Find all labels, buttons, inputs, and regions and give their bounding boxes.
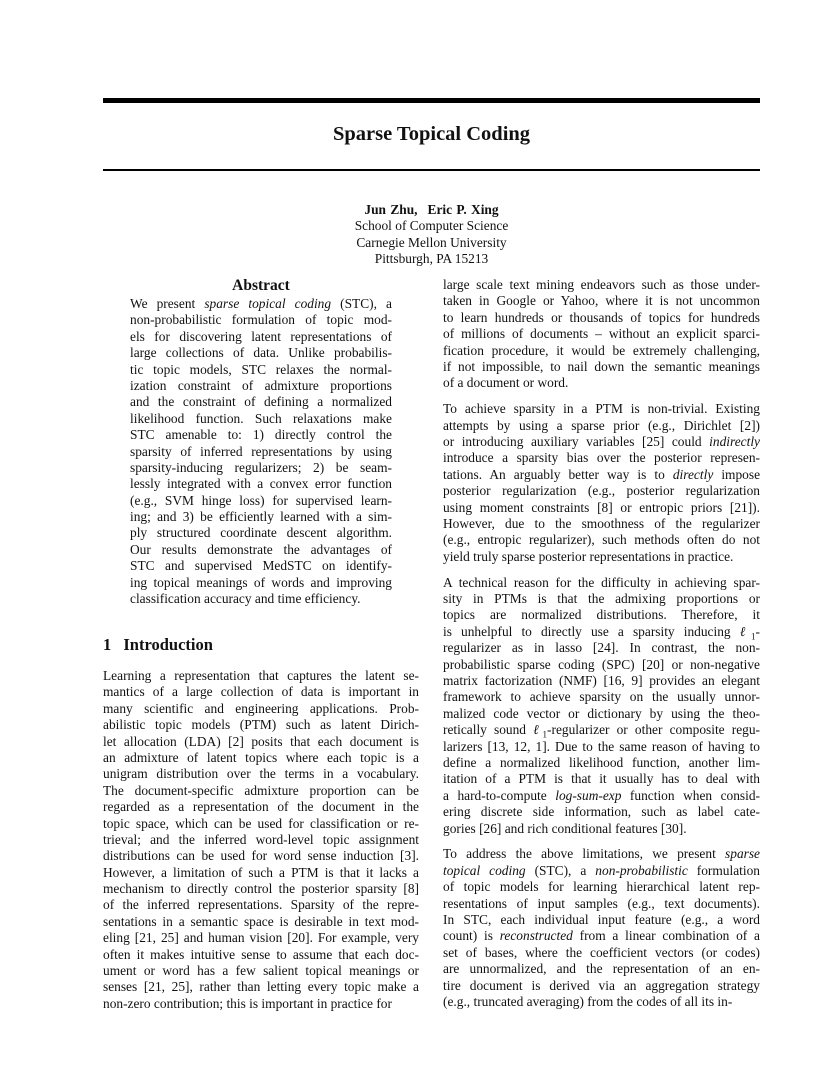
paragraph-gap: [443, 837, 760, 847]
text-line: Our results demonstrate the advantages of: [130, 541, 392, 557]
text-line: of the inferred representations. Sparsity of the repre-: [103, 897, 419, 913]
paragraph: [443, 575, 760, 837]
text-line: a hard-to-compute log-sum-exp function when consid-: [443, 787, 761, 803]
text-line: trieval; and the inferred word-level topic assignment: [103, 831, 419, 847]
text-line: tations. An arguably better way is to directly impose: [443, 466, 761, 482]
author-block: [103, 202, 760, 268]
text-line: itation of a PTM is that it usually has to deal with: [443, 771, 760, 787]
right-column: [443, 277, 760, 1010]
paragraph-gap: [443, 392, 760, 402]
text-line: to learn hundreds or thousands of topics for hundreds: [443, 309, 760, 325]
text-line: distributions can be used for word sense induction [3].: [103, 848, 419, 864]
text-line: probabilistic sparse coding (SPC) [20] or non-negative: [443, 656, 760, 672]
text-line: (e.g., truncated averaging) from the codes of all its in-: [443, 993, 733, 1009]
title-rule-bottom: [103, 169, 760, 171]
text-line: topic space, which can be used for classification or re-: [103, 815, 419, 831]
text-line: count) is reconstructed from a linear combination of a: [443, 928, 760, 944]
text-line: mantics of a large collection of data is important in: [103, 684, 419, 700]
text-line: fication procedure, it would be extremely challenging,: [443, 342, 760, 358]
text-line: non-probabilistic formulation of topic mod-: [130, 312, 392, 328]
abstract-heading: Abstract: [232, 277, 290, 294]
paragraph: [443, 846, 760, 1010]
text-line: eling [21, 25] and human vision [20]. For example, very: [103, 930, 419, 946]
text-line: sentations in a semantic space is desirable in text mod-: [103, 913, 419, 929]
text-line: lessly integrated with a convex error function: [130, 476, 392, 492]
text-line: larizers [13, 12, 1]. Due to the same reason of having to: [443, 738, 760, 754]
text-line: are unnormalized, and the representation of an en-: [443, 961, 760, 977]
text-line: posterior regularization (e.g., posterior regularization: [443, 483, 760, 499]
text-line: els for discovering latent representations of: [130, 328, 392, 344]
text-line: of topic models for learning hierarchical latent rep-: [443, 879, 760, 895]
text-line: STC and supervised MedSTC on identify-: [130, 558, 392, 574]
text-line: sparsity-inducing regularizers; 2) be seam-: [130, 459, 392, 475]
text-line: attempts by using a sparse prior (e.g., Dirichlet [2]): [443, 417, 760, 433]
abstract-section: [130, 277, 392, 607]
text-line: ing; and 3) be efficiently learned with a sim-: [130, 509, 392, 525]
text-line: of a document or word.: [443, 375, 569, 391]
text-line: tire document is derived via an aggregation strategy: [443, 977, 760, 993]
text-line: However, a limitation of such a PTM is that it lacks a: [103, 864, 419, 880]
text-line: topical coding (STC), a non-probabilistic formulation: [443, 862, 760, 878]
text-line: retically sound ℓ$_1$-regularizer or other composite regu-: [443, 722, 761, 740]
text-line: or introducing auxiliary variables [25] could indirectly: [443, 434, 760, 450]
text-line: gories [26] and rich conditional features [30].: [443, 820, 687, 836]
text-line: an admixture of latent topics where each topic is a: [103, 749, 419, 765]
text-line: sity in PTMs is that the admixing proportions or: [443, 591, 760, 607]
introduction-section: [103, 635, 419, 1012]
text-line: The document-specific admixture proportion can be: [103, 782, 419, 798]
text-line: topics are normalized distributions. Therefore, it: [443, 607, 760, 623]
text-line: non-zero contribution; this is important in practice for: [103, 995, 392, 1011]
text-line: ering discrete side information, such as label cate-: [443, 804, 760, 820]
text-line: abilistic topic models (PTM) such as latent Dirich-: [103, 717, 419, 733]
author-names: [103, 202, 760, 218]
author-name: Eric P. Xing: [427, 202, 499, 217]
text-line: matrix factorization (NMF) [16, 9] provides an elegant: [443, 672, 760, 688]
text-line: malized code vector or dictionary by using the theo-: [443, 705, 760, 721]
text-line: of millions of documents – without an explicit sparci-: [443, 326, 760, 342]
text-line: sparsity of inferred representations by using: [130, 443, 392, 459]
author-name: Jun Zhu,: [364, 202, 418, 217]
text-line: regarded as a representation of the document in the: [103, 799, 419, 815]
right-column-body: [443, 277, 760, 1010]
affiliation-line: Pittsburgh, PA 15213: [374, 251, 489, 267]
text-line: introduce a sparsity bias over the posterior represen-: [443, 450, 760, 466]
text-line: mechanism to directly control the posterior sparsity [8]: [103, 881, 419, 897]
text-line: tic topic models, STC relaxes the normal-: [130, 361, 392, 377]
text-line: However, due to the smoothness of the regularizer: [443, 515, 760, 531]
paper-title: Sparse Topical Coding: [332, 123, 531, 145]
text-line: yield truly sparse posterior representations in practice.: [443, 548, 734, 564]
text-line: ing topical meanings of words and improving: [130, 574, 392, 590]
affiliation-line: Carnegie Mellon University: [356, 234, 507, 250]
affiliation-line: School of Computer Science: [354, 218, 509, 234]
text-line: likelihood function. Such relaxations make: [130, 410, 392, 426]
text-line: ply structured coordinate descent algorithm.: [130, 525, 392, 541]
text-line: To address the above limitations, we present sparse: [443, 846, 760, 862]
text-line: ization constraint of admixture proportions: [130, 377, 392, 393]
text-line: let allocation (LDA) [2] posits that each document is: [103, 733, 419, 749]
text-line: if not impossible, to nail down the semantic meanings: [443, 358, 760, 374]
text-line: unigram distribution over the terms in a vocabulary.: [103, 766, 419, 782]
text-line: regularizer as in lasso [24]. In contrast, the non-: [443, 640, 760, 656]
text-line: classification accuracy and time efficiency.: [130, 591, 361, 607]
text-line: ument or word has a few salient topical meanings or: [103, 963, 419, 979]
text-line: STC amenable to: 1) directly control the: [130, 427, 392, 443]
text-line: is unhelpful to directly use a sparsity inducing ℓ$_1$-: [443, 623, 761, 642]
text-line: We present sparse topical coding (STC), a: [130, 296, 392, 311]
text-line: define a normalized likelihood function, another lim-: [443, 754, 760, 770]
text-line: senses [21, 25], rather than letting every topic make a: [103, 979, 419, 995]
text-line: large collections of data. Unlike probabilis-: [130, 345, 392, 361]
text-line: large scale text mining endeavors such as those under-: [443, 277, 760, 292]
text-line: using moment constraints [8] or entropic priors [21]).: [443, 499, 760, 515]
text-line: and the constraint of defining a normalized: [130, 394, 392, 410]
text-line: framework to achieve sparsity on the usually unnor-: [443, 689, 760, 705]
paragraph: [443, 401, 760, 565]
title-rule-top: [103, 98, 760, 103]
paragraph: [443, 277, 760, 392]
text-line: set of bases, where the coefficient vectors (or codes): [443, 944, 760, 960]
abstract-body: [130, 296, 392, 607]
text-line: taken in Google or Yahoo, where it is not uncommon: [443, 293, 760, 309]
text-line: A technical reason for the difficulty in achieving spar-: [443, 574, 760, 590]
text-line: (e.g., entropic regularizer), such methods often do not: [443, 532, 760, 548]
paragraph-gap: [443, 565, 760, 575]
text-line: In STC, each individual input feature (e.g., a word: [443, 911, 760, 927]
introduction-body: [103, 668, 419, 1012]
text-line: resentations of input samples (e.g., text documents).: [443, 895, 760, 911]
text-line: Learning a representation that captures the latent se-: [103, 668, 419, 683]
text-line: (e.g., SVM hinge loss) for supervised learn-: [130, 492, 392, 508]
text-line: often it makes intuitive sense to assume that each doc-: [103, 946, 419, 962]
section-heading: 1 Introduction: [103, 635, 213, 654]
text-line: many scientific and engineering applications. Prob-: [103, 700, 419, 716]
text-line: To achieve sparsity in a PTM is non-trivial. Existing: [443, 401, 760, 417]
